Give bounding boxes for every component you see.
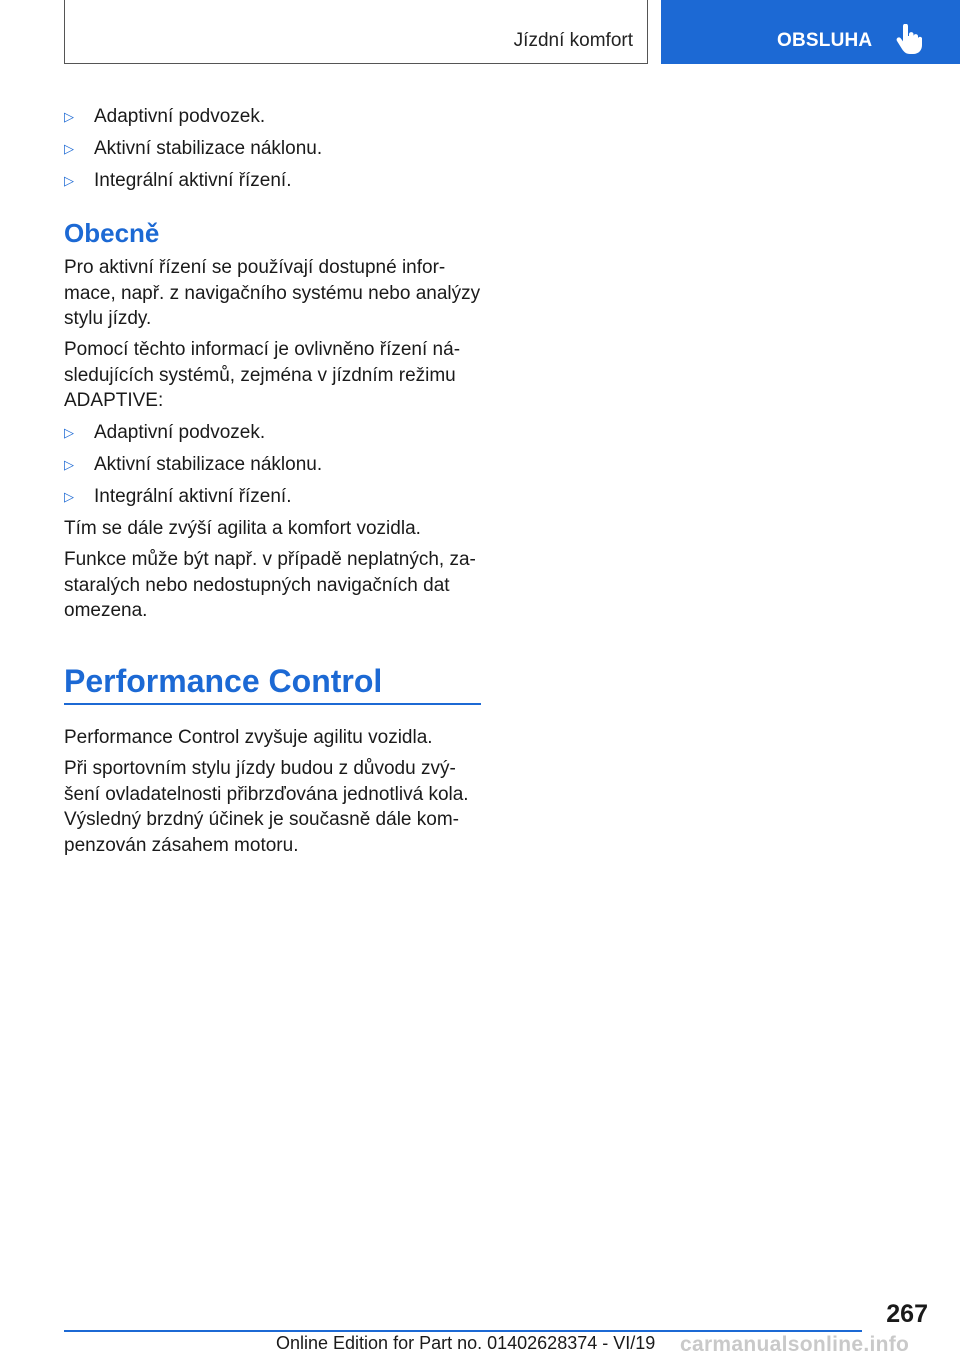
edition-info: Online Edition for Part no. 01402628374 - VI/19 [276, 1333, 656, 1353]
paragraph: Tím se dále zvýší agilita a komfort vozidla. [64, 518, 421, 539]
section-tab-label: OBSLUHA [777, 30, 873, 51]
heading-divider [64, 703, 481, 705]
paragraph: Funkce může být např. v případě neplatných, za- staralých nebo nedostupných navigačních dat omezena. [64, 549, 476, 621]
section-tab [661, 0, 960, 64]
paragraph: Pomocí těchto informací je ovlivněno řízení ná- sledujících systémů, zejména v jízdním režimu ADAPTIVE: [64, 339, 461, 411]
heading-performance-control: Performance Control [64, 663, 383, 699]
footer-divider [64, 1330, 862, 1332]
hand-pointer-icon [896, 24, 922, 54]
header-chapter-box [64, 0, 648, 64]
chapter-title: Jízdní komfort [513, 30, 633, 51]
triangle-bullet-icon: ▷ [64, 109, 74, 124]
paragraph: Pro aktivní řízení se používají dostupné infor- mace, např. z navigačního systému nebo analýzy stylu jízdy. [64, 257, 481, 329]
paragraph: Performance Control zvyšuje agilitu vozidla. [64, 727, 433, 748]
heading-general: Obecně [64, 218, 160, 248]
triangle-bullet-icon: ▷ [64, 141, 74, 156]
page-number: 267 [886, 1300, 928, 1328]
paragraph: Při sportovním stylu jízdy budou z důvodu zvý- šení ovladatelnosti přibrzďována jednotlivá kola. Výsledný brzdný účinek je současně dále kom- penzován zásahem motoru. [64, 758, 469, 856]
triangle-bullet-icon: ▷ [64, 425, 74, 440]
triangle-bullet-icon: ▷ [64, 489, 74, 504]
triangle-bullet-icon: ▷ [64, 173, 74, 188]
triangle-bullet-icon: ▷ [64, 457, 74, 472]
watermark: carmanualsonline.info [680, 1333, 910, 1356]
